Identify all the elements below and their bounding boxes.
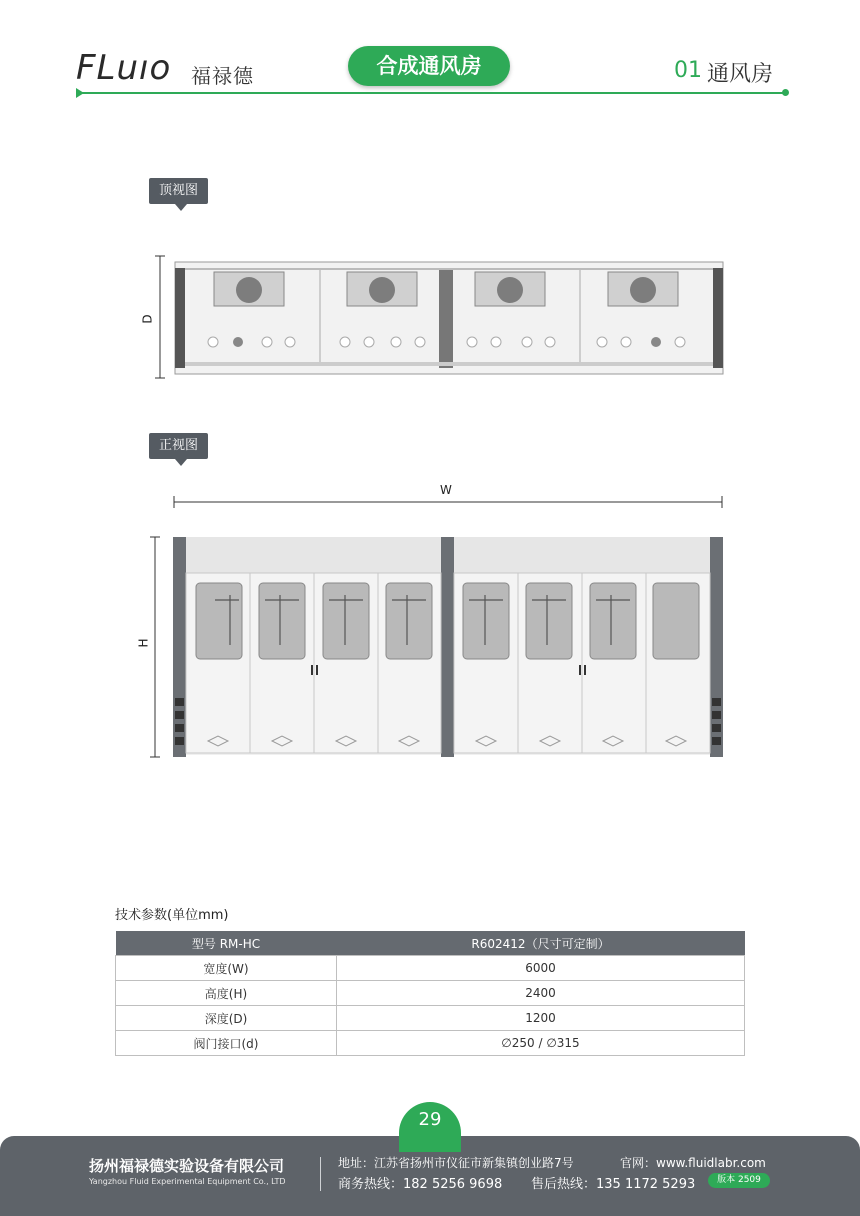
page-title: 合成通风房: [348, 46, 510, 86]
spec-value: 6000: [337, 956, 745, 981]
brand-name-cn: 福禄德: [191, 64, 254, 88]
spec-label: 阀门接口(d): [116, 1031, 337, 1056]
width-dimension-label: W: [440, 483, 452, 497]
footer-divider: [320, 1157, 321, 1191]
top-view-drawing: [150, 250, 730, 385]
spec-value: 1200: [337, 1006, 745, 1031]
spec-value: ∅250 / ∅315: [337, 1031, 745, 1056]
spec-label: 宽度(W): [116, 956, 337, 981]
table-row: [116, 1006, 745, 1031]
depth-dimension-label: D: [140, 314, 155, 324]
table-header-cell: 型号 RM-HC: [116, 931, 337, 956]
spec-value: 2400: [337, 981, 745, 1006]
company-name-cn: 扬州福禄德实验设备有限公司: [89, 1157, 285, 1175]
service-hotline: 售后热线：135 1172 5293: [531, 1177, 696, 1192]
table-row: [116, 1031, 745, 1056]
spec-label: 深度(D): [116, 1006, 337, 1031]
section-number: 01: [674, 58, 702, 83]
table-header-cell: R602412（尺寸可定制）: [337, 931, 745, 956]
section-name: 通风房: [707, 62, 774, 87]
spec-label: 高度(H): [116, 981, 337, 1006]
top-view-label: 顶视图: [149, 178, 208, 204]
table-row: [116, 956, 745, 981]
address: 地址：江苏省扬州市仪征市新集镇创业路7号: [338, 1156, 574, 1170]
company-name-en: Yangzhou Fluid Experimental Equipment Co., LTD: [89, 1177, 286, 1186]
height-dimension-label: H: [136, 638, 151, 648]
spec-table: [115, 931, 745, 1056]
version-badge: 版本 2509: [708, 1173, 770, 1188]
table-row: [116, 981, 745, 1006]
front-view-label: 正视图: [149, 433, 208, 459]
front-view-drawing: [145, 490, 730, 765]
spec-table-title: 技术参数(单位mm): [115, 908, 229, 923]
business-hotline: 商务热线：182 5256 9698: [338, 1177, 503, 1192]
website-link[interactable]: 官网：www.fluidlabr.com: [620, 1156, 766, 1170]
header-divider: [76, 92, 786, 94]
table-header-row: [116, 931, 745, 956]
page-number: 29: [399, 1102, 461, 1152]
brand-logo: FLuıo: [76, 48, 172, 88]
